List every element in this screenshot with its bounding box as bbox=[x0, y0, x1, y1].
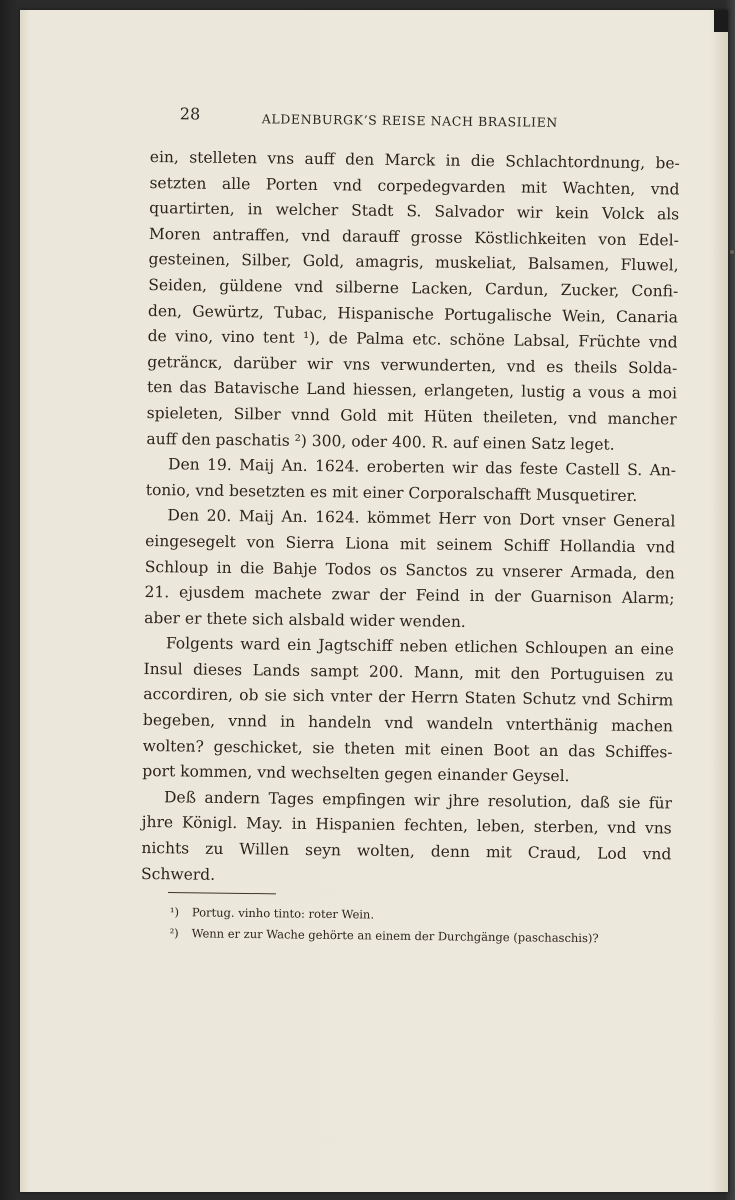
text-line: de vino, vino tent ¹), de Palma etc. schöne Labsal, Früchte vnd bbox=[147, 327, 678, 352]
text-line: Schwerd. bbox=[140, 864, 216, 884]
text-line: gesteinen, Silber, Gold, amagris, muskeliat, Balsamen, Fluwel, bbox=[148, 250, 679, 275]
text-line: 21. ejusdem machete zwar der Feind in der Guarnison Alarm; bbox=[144, 583, 675, 608]
text-line: nichts zu Willen seyn wolten, denn mit Craud, Lod vnd bbox=[141, 838, 672, 864]
page-number: 28 bbox=[179, 104, 201, 124]
text-line: tonio, vnd besetzten es mit einer Corporalschafft Musquetirer. bbox=[145, 480, 638, 505]
text-line: auff den paschatis ²) 300, oder 400. R. auf einen Satz leget. bbox=[146, 429, 615, 454]
body-text bbox=[141, 145, 680, 894]
footnote-text: Wenn er zur Wache gehörte an einem der Durchgänge (paschaschis)? bbox=[191, 926, 599, 946]
text-line: quartirten, in welcher Stadt S. Salvador wir kein Volck als bbox=[149, 199, 680, 224]
paper-speck bbox=[730, 250, 734, 254]
text-line: aber er thete sich alsbald wider wenden. bbox=[144, 608, 466, 631]
text-line: Folgents ward ein Jagtschiff neben etlichen Schloupen an eine bbox=[165, 634, 674, 659]
text-line: jhre Königl. May. in Hispanien fechten, leben, sterben, vnd vns bbox=[141, 813, 672, 838]
text-line: wolten? geschicket, sie theten mit einen Boot an das Schiffes- bbox=[142, 736, 673, 762]
footnotes bbox=[169, 902, 679, 950]
footnote-marker: ²) bbox=[169, 925, 179, 941]
text-line: Den 19. Maij An. 1624. eroberten wir das feste Castell S. An- bbox=[167, 455, 677, 480]
text-line: Deß andern Tages empfingen wir jhre resolution, daß sie für bbox=[163, 788, 673, 813]
text-line: eingesegelt von Sierra Liona mit seinem Schiff Hollandia vnd bbox=[145, 531, 676, 557]
running-title: ALDENBURGK’S REISE NACH BRASILIEN bbox=[261, 111, 559, 130]
text-line: setzten alle Porten vnd corpedegvarden mit Wachten, vnd bbox=[149, 173, 680, 199]
text-line: spieleten, Silber vnnd Gold mit Hüten theileten, vnd mancher bbox=[146, 403, 677, 429]
text-line: Moren antraffen, vnd darauff grosse Köstlichkeiten von Edel- bbox=[148, 224, 679, 250]
page-header bbox=[160, 100, 590, 135]
text-line: begeben, vnnd in handeln vnd wandeln vnterthänig machen bbox=[142, 711, 674, 736]
text-line: Den 20. Maij An. 1624. kömmet Herr von Dort vnser General bbox=[167, 506, 676, 531]
text-line: geträncк, darüber wir vns verwunderten, vnd es theils Solda- bbox=[147, 352, 678, 378]
text-line: Insul dieses Lands sampt 200. Mann, mit den Portuguisen zu bbox=[143, 659, 674, 685]
footnote-marker: ¹) bbox=[169, 904, 180, 920]
footnote-text: Portug. vinho tinto: roter Wein. bbox=[191, 905, 375, 922]
text-line: den, Gewürtz, Tubac, Hispanische Portugalische Wein, Canaria bbox=[147, 301, 679, 327]
text-line: ten das Batavische Land hiessen, erlangeten, lustig a vous a moi bbox=[146, 378, 678, 403]
text-line: ein, stelleten vns auff den Marck in die Schlachtordnung, be- bbox=[149, 147, 680, 173]
text-line: Schloup in die Bahje Todos os Sanctos zu vnserer Armada, den bbox=[144, 557, 675, 582]
text-line: port kommen, vnd wechselten gegen einander Geysel. bbox=[142, 762, 570, 786]
page-corner-tab bbox=[714, 10, 728, 32]
text-line: accordiren, ob sie sich vnter der Herrn Staten Schutz vnd Schirm bbox=[143, 685, 674, 710]
text-line: Seiden, güldene vnd silberne Lacken, Cardun, Zucker, Confi- bbox=[148, 275, 679, 301]
